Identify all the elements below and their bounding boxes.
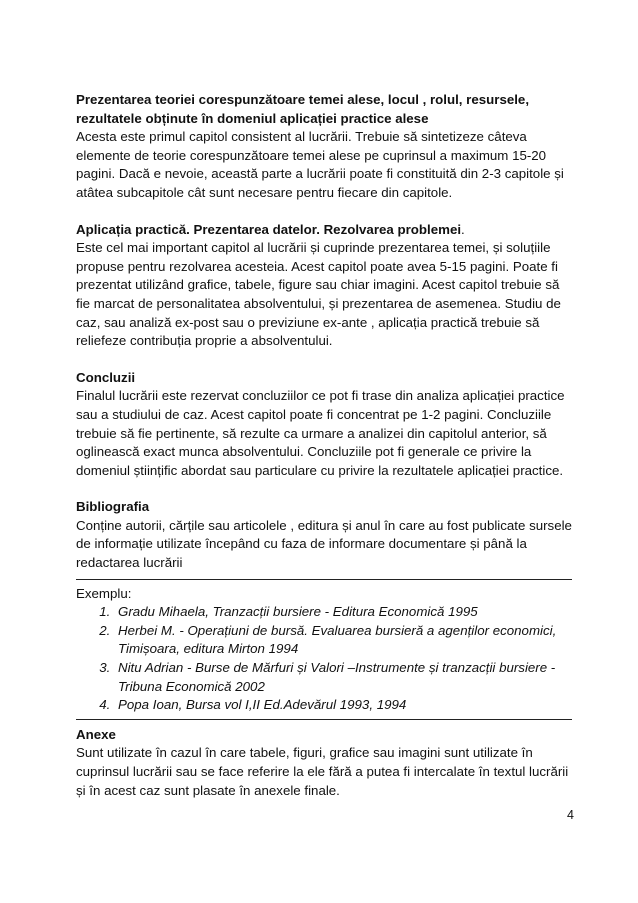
section-anexe [76, 726, 572, 800]
page-content [76, 91, 572, 800]
section-aplicatia-text: Este cel mai important capitol al lucrării și cuprinde prezentarea temei, și soluțiile propuse pentru rezolvarea acesteia. Acest capitol poate avea 5-15 pagini. Poate fi prezentat utilizând grafice, tabele, figure sau chiar imagini. Acest capitol trebuie să fie marcat de personalitatea absolventului, și prezentarea de asemenea. Studiu de caz, sau analiză ex-post sau o previziune ex-ante , aplicația practică trebuie să reliefeze contribuția proprie a absolventului. [76, 240, 561, 349]
section-concluzii [76, 369, 572, 481]
reference-item: 1. Gradu Mihaela, Tranzacții bursiere - Editura Economică 1995 [114, 603, 572, 622]
reference-item: 3. Nitu Adrian - Burse de Mărfuri și Valori –Instrumente și tranzacții bursiere - Tribuna Economică 2002 [114, 659, 572, 696]
section-concluzii-text: Finalul lucrării este rezervat concluziilor ce pot fi trase din analiza aplicației practice sau a studiului de caz. Acest capitol poate fi concentrat pe 1-2 pagini. Concluziile trebuie să fie pertinente, să rezulte ca urmare a analizei din capitolul anterior, să oglinească exact munca absolventului. Concluziile pot fi generale ce privire la domeniul științific abordat sau particulare cu privire la rezultatele aplicației practice. [76, 388, 565, 478]
example-block [76, 585, 572, 715]
section-teorie-title: Prezentarea teoriei corespunzătoare temei alese, locul , rolul, resursele, rezultatele obținute în domeniul aplicației practice alese [76, 92, 530, 126]
section-aplicatia-title-suffix: . [461, 221, 465, 237]
section-teorie [76, 91, 572, 203]
section-aplicatia-heading [76, 221, 572, 240]
section-aplicatia [76, 221, 572, 351]
section-concluzii-title: Concluzii [76, 369, 136, 385]
example-label: Exemplu: [76, 585, 132, 601]
reference-item: 2. Herbei M. - Operațiuni de bursă. Evaluarea bursieră a agenților economici, Timișoara, editura Mirton 1994 [114, 622, 572, 659]
spacer [76, 480, 572, 498]
spacer [76, 203, 572, 221]
spacer [76, 351, 572, 369]
section-bibliografia [76, 498, 572, 572]
page-number: 4 [567, 808, 574, 822]
reference-list [76, 603, 572, 715]
section-teorie-text: Acesta este primul capitol consistent al lucrării. Trebuie să sintetizeze câteva elemente de teorie corespunzătoare temei alese pe cuprinsul a maximum 15-20 pagini. Dacă e nevoie, această parte a lucrării poate fi constituită din 2-3 capitole și atâtea subcapitole cât sunt necesare pentru fiecare din capitole. [76, 129, 564, 200]
section-anexe-title: Anexe [76, 726, 116, 742]
section-bibliografia-text: Conține autorii, cărțile sau articolele , editura și anul în care au fost publicate sursele de informație utilizate începând cu faza de informare documentare și până la redactarea lucrării [76, 517, 572, 571]
section-bibliografia-title: Bibliografia [76, 499, 150, 515]
section-anexe-text: Sunt utilizate în cazul în care tabele, figuri, grafice sau imagini sunt utilizate în cuprinsul lucrării sau se face referire la ele fără a putea fi intercalate în textul lucrării și în acest caz sunt plasate în anexele finale. [76, 745, 569, 798]
section-aplicatia-title: Aplicația practică. Prezentarea datelor. Rezolvarea problemei [76, 221, 462, 237]
reference-item: 4. Popa Ioan, Bursa vol I,II Ed.Adevărul 1993, 1994 [114, 696, 572, 715]
